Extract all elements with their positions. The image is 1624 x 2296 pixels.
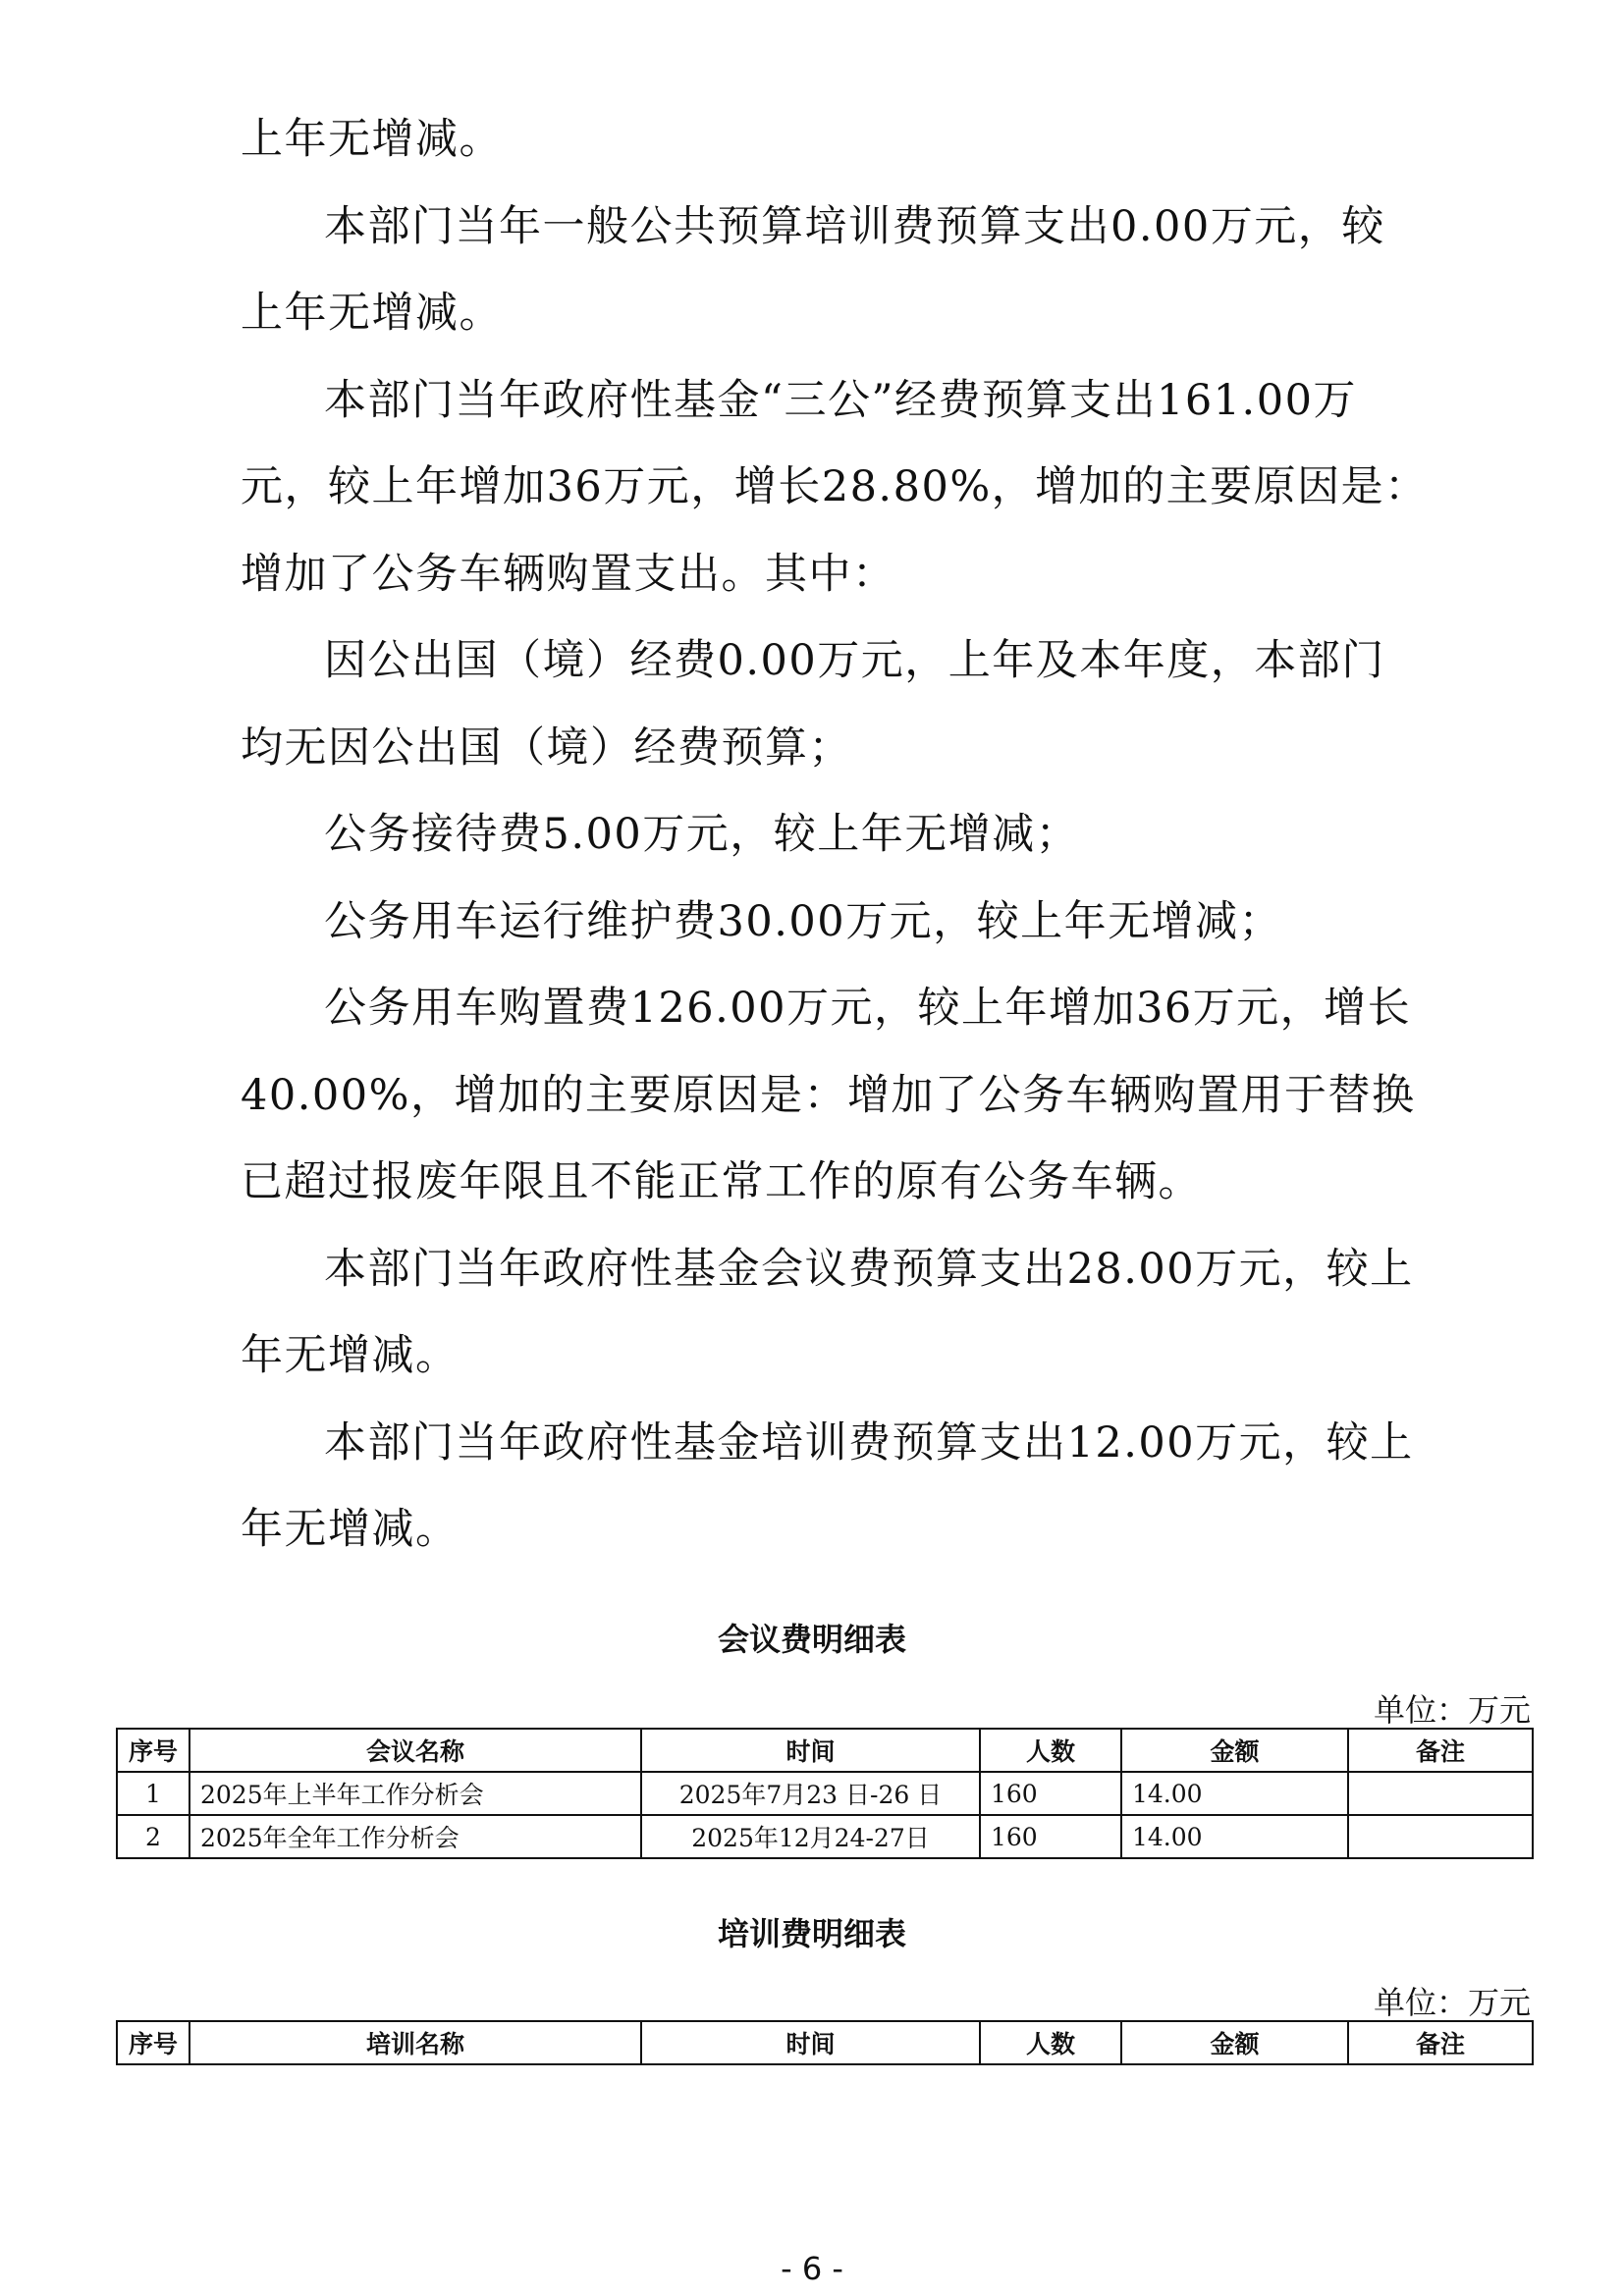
text-line: 本部门当年政府性基金“三公”经费预算支出161.00万 <box>324 375 1357 425</box>
text-line: 公务用车运行维护费30.00万元，较上年无增减； <box>324 896 1283 946</box>
header-attendees: 人数 <box>980 1729 1121 1772</box>
header-meeting-name: 会议名称 <box>189 1729 641 1772</box>
text-line: 公务用车购置费126.00万元，较上年增加36万元，增长 <box>324 984 1412 1033</box>
meeting-table-unit: 单位：万元 <box>1373 1691 1531 1729</box>
text-line: 年无增减。 <box>241 1331 460 1380</box>
cell-attendees: 160 <box>980 1815 1121 1858</box>
text-line: 上年无增减。 <box>241 289 503 338</box>
header-remarks: 备注 <box>1348 2021 1533 2064</box>
text-line: 元，较上年增加36万元，增长28.80%，增加的主要原因是： <box>241 462 1429 511</box>
text-line: 上年无增减。 <box>241 115 503 164</box>
header-training-name: 培训名称 <box>189 2021 641 2064</box>
text-line: 均无因公出国（境）经费预算； <box>241 722 852 773</box>
text-line: 已超过报废年限且不能正常工作的原有公务车辆。 <box>241 1157 1202 1206</box>
text-line: 本部门当年一般公共预算培训费预算支出0.00万元，较 <box>324 201 1385 251</box>
cell-time: 2025年7月23 日-26 日 <box>641 1772 980 1815</box>
table-row <box>117 1772 1533 1815</box>
page-number: - 6 - <box>781 2250 843 2287</box>
cell-index: 2 <box>117 1815 189 1858</box>
cell-meeting-name: 2025年上半年工作分析会 <box>189 1772 641 1815</box>
text-line: 本部门当年政府性基金培训费预算支出12.00万元，较上 <box>324 1417 1414 1468</box>
table-header-row <box>117 2021 1533 2064</box>
meeting-table-title: 会议费明细表 <box>717 1621 906 1658</box>
header-amount: 金额 <box>1121 2021 1348 2064</box>
cell-remarks <box>1348 1772 1533 1815</box>
text-line: 因公出国（境）经费0.00万元，上年及本年度，本部门 <box>324 636 1385 685</box>
header-time: 时间 <box>641 2021 980 2064</box>
header-time: 时间 <box>641 1729 980 1772</box>
header-index: 序号 <box>117 1729 189 1772</box>
training-table-title: 培训费明细表 <box>717 1915 906 1952</box>
header-index: 序号 <box>117 2021 189 2064</box>
text-line: 增加了公务车辆购置支出。其中： <box>241 549 896 599</box>
header-remarks: 备注 <box>1348 1729 1533 1772</box>
text-line: 40.00%，增加的主要原因是：增加了公务车辆购置用于替换 <box>241 1070 1416 1120</box>
cell-attendees: 160 <box>980 1772 1121 1815</box>
table-row <box>117 1815 1533 1858</box>
cell-time: 2025年12月24-27日 <box>641 1815 980 1858</box>
header-attendees: 人数 <box>980 2021 1121 2064</box>
training-expense-table <box>116 2020 1534 2065</box>
text-line: 公务接待费5.00万元，较上年无增减； <box>324 810 1080 859</box>
cell-meeting-name: 2025年全年工作分析会 <box>189 1815 641 1858</box>
cell-amount: 14.00 <box>1121 1772 1348 1815</box>
text-line: 本部门当年政府性基金会议费预算支出28.00万元，较上 <box>324 1244 1414 1294</box>
training-table-unit: 单位：万元 <box>1373 1984 1531 2021</box>
cell-amount: 14.00 <box>1121 1815 1348 1858</box>
text-line: 年无增减。 <box>241 1505 460 1554</box>
table-header-row <box>117 1729 1533 1772</box>
cell-index: 1 <box>117 1772 189 1815</box>
header-amount: 金额 <box>1121 1729 1348 1772</box>
cell-remarks <box>1348 1815 1533 1858</box>
meeting-expense-table <box>116 1728 1534 1859</box>
